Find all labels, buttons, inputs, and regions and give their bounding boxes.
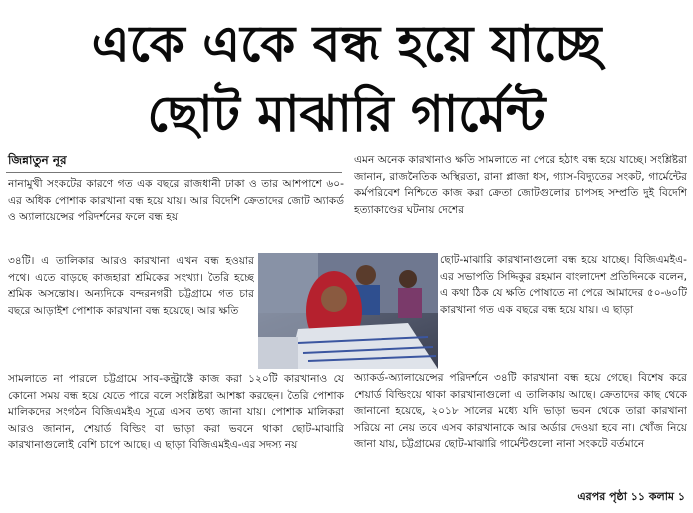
article-column-right-bottom xyxy=(354,370,687,494)
worker-right-head xyxy=(399,270,417,288)
article-column-right-top xyxy=(354,152,687,252)
headline-line-1: একে একে বন্ধ হয়ে যাচ্ছে xyxy=(91,15,602,73)
continued-on-page-note: এরপর পৃষ্ঠা ১১ কলাম ১ xyxy=(577,490,685,503)
worker-right-body xyxy=(398,288,422,318)
article-paragraph: ছোট-মাঝারি কারখানাগুলো বন্ধ হয়ে যাচ্ছে। বিজিএমইএ-এর সভাপতি সিদ্দিকুর রহমান বাংলাদেশ প্রতিদিনকে বলেন, এ কথা ঠিক যে ক্ষতি পোষাতে না পেরে আমাদের ৫০-৬০টি কারখানা গত এক বছরে বন্ধ হয়ে যায়। এ ছাড়া xyxy=(440,254,687,316)
article-paragraph: ৩৪টি। এ তালিকার আরও কারখানা এখন বন্ধ হওয়ার পথে। এতে বাড়ছে কাজহারা শ্রমিকের সংখ্যা। তৈরি হচ্ছে শ্রমিক অসন্তোষ। অন্যদিকে বন্দরনগরী চট্টগ্রামে গত চার বছরে আড়াইশ পোশাক কারখানা বন্ধ হয়েছে। আর ক্ষতি xyxy=(8,255,254,317)
article-paragraph: সামলাতে না পারলে চট্টগ্রামে সাব-কন্ট্রাক্টে কাজ করা ১২০টি কারখানাও যে কোনো সময় বন্ধ হয়ে যেতে পারে বলে সংশ্লিষ্টরা আশঙ্কা করছেন। তৈরি পোশাক মালিকদের সংগঠন বিজিএমইএ সূত্রে এসব তথ্য জানা যায়। পোশাক মালিকরা আরও জানান, শেয়ার্ড বিল্ডিং বা ভাড়া করা ভবনে থাকা ছোট-মাঝারি কারখানাগুলোই বেশি চাপে আছে। এ ছাড়া বিজিএমইএ-এর সদস্য নয় xyxy=(8,373,344,452)
garment-worker-photo xyxy=(258,253,438,369)
article-column-left-mid xyxy=(8,253,254,371)
article-paragraph: অ্যাকর্ড-অ্যালায়েন্সের পরিদর্শনে ৩৪টি কারখানা বন্ধ হয়ে গেছে। বিশেষ করে শেয়ার্ড বিল্ডিংয়ে থাকা কারখানাগুলো এ তালিকায় আছে। ক্রেতাদের কাছ থেকে জানানো হয়েছে, ২০১৮ সালের মধ্যে যদি ভাড়া ভবন থেকে তারা কারখানা সরিয়ে না নেয় তবে এসব কারখানাকে আর অর্ডার দেওয়া হবে না। খোঁজ নিয়ে জানা যায়, চট্টগ্রামের ছোট-মাঝারি গার্মেন্টগুলো নানা সংকটে বর্তমানে xyxy=(354,372,687,451)
article-paragraph: নানামুখী সংকটের কারণে গত এক বছরে রাজধানী ঢাকা ও তার আশপাশে ৬০-এর অধিক পোশাক কারখানা বন্ধ হয়ে যায়। আর বিদেশি ক্রেতাদের জোট অ্যাকর্ড ও অ্যালায়েন্সের পরিদর্শনের ফলে বন্ধ হয় xyxy=(8,178,344,224)
article-column-right-mid xyxy=(440,252,687,370)
byline: জিন্নাতুন নূর xyxy=(8,153,67,167)
article-column-left-bottom xyxy=(8,371,344,503)
sewing-machine xyxy=(258,337,298,369)
headline xyxy=(0,0,693,150)
article-column-left-top xyxy=(8,176,344,253)
byline-divider xyxy=(6,172,342,173)
worker-background-head xyxy=(356,265,376,285)
fabric-cloth xyxy=(288,323,438,369)
article-paragraph: এমন অনেক কারখানাও ক্ষতি সামলাতে না পেরে হঠাৎ বন্ধ হয়ে যাচ্ছে। সংশ্লিষ্টরা জানান, রাজনৈতিক অস্থিরতা, রানা প্লাজা ধস, গ্যাস-বিদ্যুতের সংকট, গার্মেন্টের কর্মপরিবেশ নিশ্চিতে কাজ করা ক্রেতা জোটগুলোর চাপসহ সম্প্রতি দুই বিদেশি হত্যাকাণ্ডের ঘটনায় দেশের xyxy=(354,154,687,216)
worker-face xyxy=(321,286,347,312)
headline-line-2: ছোট মাঝারি গার্মেন্ট xyxy=(147,85,546,143)
photo-illustration xyxy=(258,253,438,369)
